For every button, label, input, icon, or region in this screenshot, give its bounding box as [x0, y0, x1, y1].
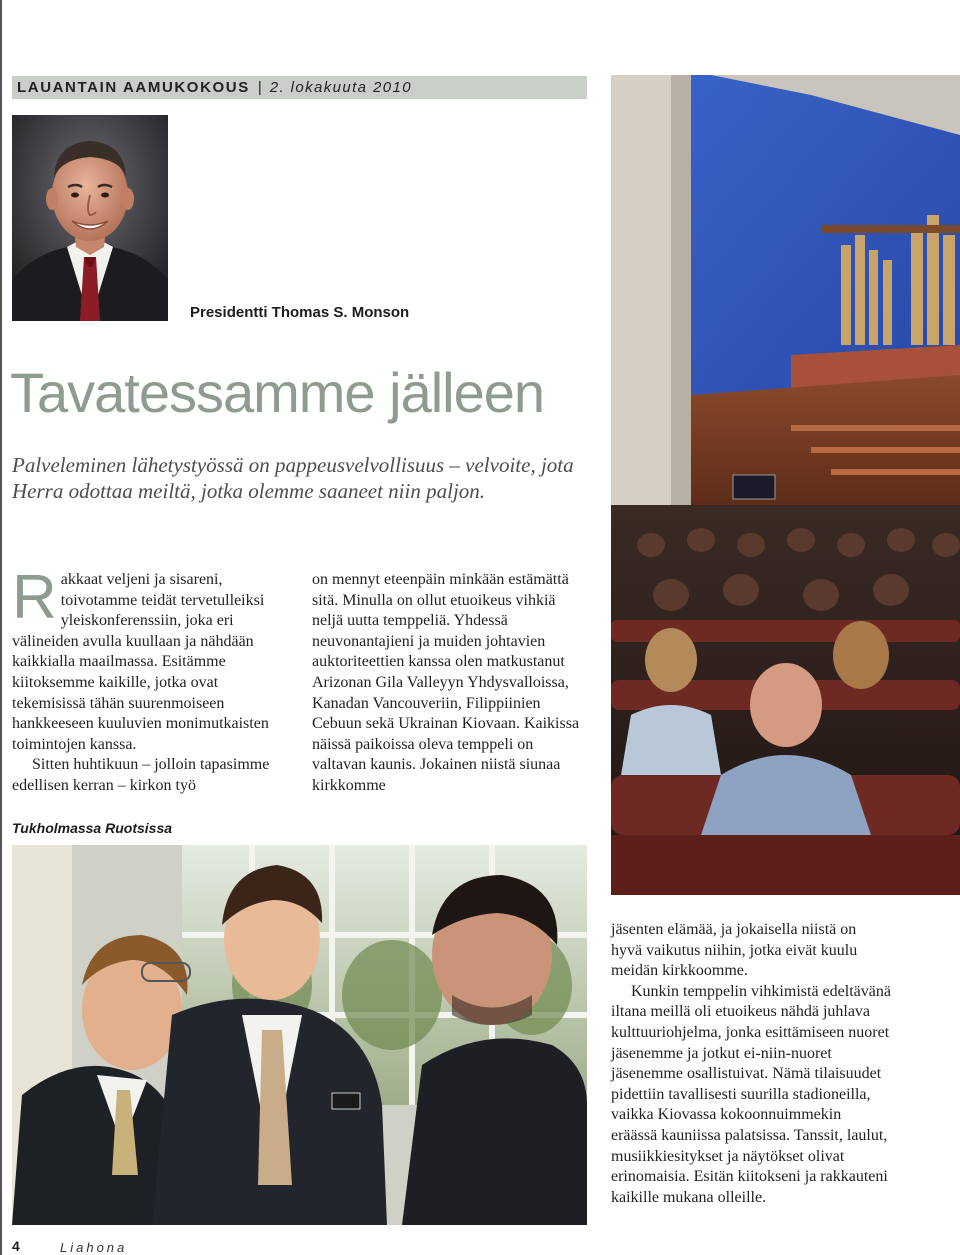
speaker-portrait [12, 115, 168, 321]
paragraph-text: akkaat veljeni ja sisareni, toivotamme teidät tervetulleiksi yleiskonferenssiin, joka eri välineiden avulla kuullaan ja nähdään kaikkialla maailmassa. Esitämme kiitoksemme kaikille, jotka ovat tekemisissä tähän suurenmoiseen hankkeeseen kuuluvien monimutkaisten toimintojen kanssa. [12, 571, 269, 753]
article-subtitle: Palveleminen lähetystyössä on pappeusvelvollisuus – velvoite, jota Herra odottaa meiltä, jotka olemme saaneet niin paljon. [12, 453, 574, 503]
session-date: 2. lokakuuta 2010 [269, 79, 412, 96]
article-paragraph: on mennyt eteenpäin minkään estämättä sitä. Minulla on ollut etuoikeus vihkiä neljä uutta temppeliä. Yhdessä neuvonantajieni ja muiden johtavien auktoriteettien kanssa olen matkustanut Arizonan Gila Valleyyn Yhdysvalloissa, Kanadan Vancouveriin, Filippiinien Cebuun sekä Ukrainan Kiovaan. Kaikissa näissä paikoissa oleva temppeli on valtavan kaunis. Jokainen niistä siunaa kirkkomme [312, 571, 580, 794]
speaker-caption: Presidentti Thomas S. Monson [190, 304, 410, 321]
conference-center-photo [611, 75, 960, 895]
session-name: LAUANTAIN AAMUKOKOUS [17, 79, 250, 96]
session-header [12, 76, 587, 99]
article-paragraph [12, 563, 284, 755]
article-column-1 [12, 563, 284, 797]
magazine-name: Liahona [60, 1240, 128, 1255]
article-paragraph: Sitten huhtikuun – jolloin tapasimme edellisen kerran – kirkon työ [12, 756, 270, 794]
page-number: 4 [12, 1238, 20, 1254]
drop-cap: R [12, 563, 57, 632]
article-paragraph: jäsenten elämää, ja jokaisella niistä on hyvä vaikutus niihin, jotka eivät kuulu meidän kirkkoomme. [611, 921, 858, 980]
article-column-2 [312, 570, 587, 797]
photo-caption: Tukholmassa Ruotsissa [12, 820, 173, 836]
page-left-rule [0, 0, 2, 1255]
article-column-3 [611, 920, 891, 1208]
article-paragraph: Kunkin temppelin vihkimistä edeltävänä iltana meillä oli etuoikeus nähdä juhlava kulttuuriohjelma, jonka esittämiseen nuoret jäsenemme ja jotkut ei-niin-nuoret jäsenemme osallistuivat. Nämä tilaisuudet pidettiin tavallisesti suurilla stadioneilla, vaikka Kiovassa kokoonnuimmekin eräässä kauniissa palatsissa. Tanssit, laulut, musiikkiesitykset ja näytökset olivat erinomaisia. Esitän kiitokseni ja rakkauteni kaikille mukana olleille. [611, 982, 891, 1206]
header-separator: | [257, 79, 262, 96]
missionaries-photo [12, 845, 587, 1225]
article-title: Tavatessamme jälleen [10, 361, 545, 424]
